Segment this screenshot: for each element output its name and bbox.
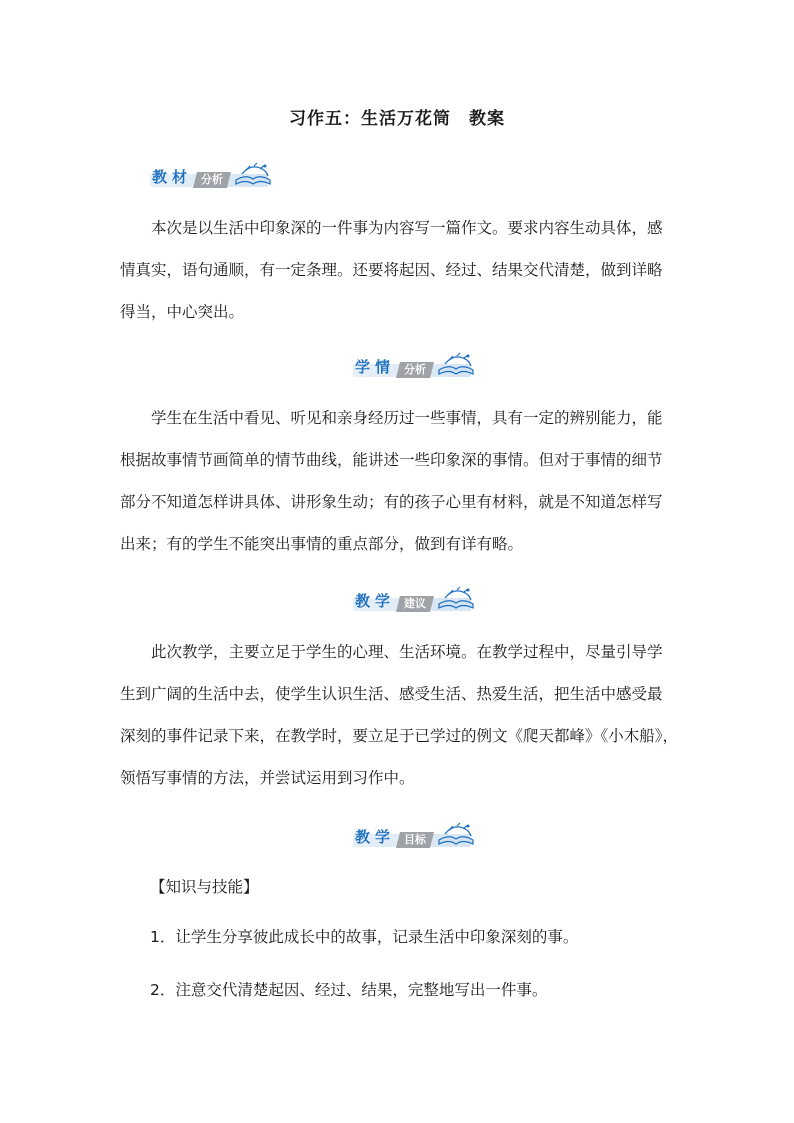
header-badge: 分析 [396, 362, 434, 378]
section-header-textbook-analysis [150, 160, 280, 190]
header-word-2: 学 [375, 592, 391, 610]
header-word-1: 学 [355, 358, 371, 376]
goal-item: 1．让学生分享彼此成长中的故事，记录生活中印象深刻的事。 [150, 928, 579, 946]
text-line: 情真实，语句通顺，有一定条理。还要将起因、经过、结果交代清楚，做到详略 [120, 261, 663, 279]
paragraph-textbook-analysis [120, 207, 680, 333]
header-badge: 目标 [396, 832, 434, 848]
header-word-1: 教 [355, 828, 371, 846]
open-book-icon [435, 584, 477, 612]
text-line: 领悟写事情的方法，并尝试运用到习作中。 [120, 769, 415, 787]
paragraph-teaching-suggestions [120, 631, 680, 799]
text-line: 根据故事情节画简单的情节曲线，能讲述一些印象深的事情。但对于事情的细节 [120, 451, 663, 469]
text-line: 部分不知道怎样讲具体、讲形象生动；有的孩子心里有材料，就是不知道怎样写 [120, 493, 663, 511]
header-word-2: 情 [375, 358, 391, 376]
text-line: 深刻的事件记录下来，在教学时，要立足于已学过的例文《爬天都峰》《小木船》， [120, 727, 679, 745]
header-word-2: 学 [375, 828, 391, 846]
header-word-1: 教 [152, 168, 168, 186]
text-line: 出来；有的学生不能突出事情的重点部分，做到有详有略。 [120, 535, 524, 553]
open-book-icon [435, 350, 477, 378]
header-badge: 分析 [193, 172, 231, 188]
text-line: 此次教学，主要立足于学生的心理、生活环境。在教学过程中，尽量引导学 [120, 643, 663, 661]
header-word-1: 教 [355, 592, 371, 610]
header-word-2: 材 [172, 168, 188, 186]
text-line: 得当，中心突出。 [120, 303, 245, 321]
paragraph-student-analysis [120, 397, 680, 565]
goals-heading: 【知识与技能】 [150, 878, 259, 896]
section-header-teaching-goals [353, 820, 483, 850]
section-header-student-analysis [353, 350, 483, 380]
open-book-icon [232, 160, 274, 188]
page-title: 习作五：生活万花筒 教案 [289, 109, 505, 129]
text-line: 本次是以生活中印象深的一件事为内容写一篇作文。要求内容生动具体，感 [120, 219, 663, 237]
section-header-teaching-suggestions [353, 584, 483, 614]
goal-item: 2．注意交代清楚起因、经过、结果，完整地写出一件事。 [150, 981, 548, 999]
text-line: 学生在生活中看见、听见和亲身经历过一些事情，具有一定的辨别能力，能 [120, 409, 663, 427]
header-badge: 建议 [396, 596, 434, 612]
open-book-icon [435, 820, 477, 848]
text-line: 生到广阔的生活中去，使学生认识生活、感受生活、热爱生活，把生活中感受最 [120, 685, 663, 703]
